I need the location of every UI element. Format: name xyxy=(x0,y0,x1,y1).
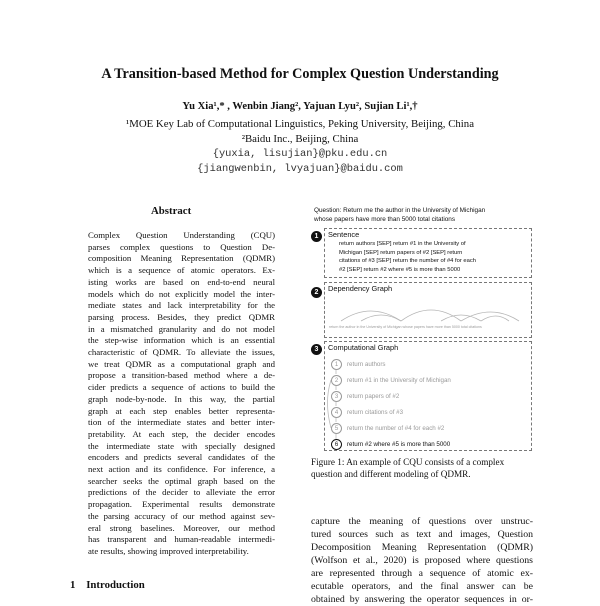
section-title: Introduction xyxy=(86,579,145,591)
abstract-line: ate results, showing improved interpretability. xyxy=(88,545,249,556)
abstract-line: we treat QDMR as a computational graph and xyxy=(88,358,275,369)
figure-question xyxy=(314,206,485,224)
graph-node-4: 4 xyxy=(331,407,342,418)
graph-node-2: 2 xyxy=(331,375,342,386)
figure-caption xyxy=(311,456,533,481)
sentence-lines xyxy=(339,240,476,274)
paper-title: A Transition-based Method for Complex Question Understanding xyxy=(101,66,499,82)
computational-graph-box xyxy=(324,341,532,451)
graph-node-1: 1 xyxy=(331,359,342,370)
body-text-right xyxy=(311,515,533,606)
sentence-line: return authors [SEP] return #1 in the University of xyxy=(339,241,466,247)
sentence-line: citations of #3 [SEP] return the number of #4 for each xyxy=(339,258,476,265)
abstract-line: characteristic of QDMR. To alleviate the issues, xyxy=(88,347,275,358)
abstract-line: graph at each step enables better representa- xyxy=(88,405,275,416)
abstract-line: graph node-by-node. In this way, the partial xyxy=(88,393,275,404)
sentence-line: #2 [SEP] return #2 where #5 is more than 5000 xyxy=(339,266,461,273)
sentence-box-title: Sentence xyxy=(328,230,360,239)
question-line-1: Return me the author in the University of Michigan xyxy=(343,207,486,214)
sentence-line: Michigan [SEP] return papers of #2 [SEP] return xyxy=(339,249,463,256)
abstract-line: propagation. Experimental results demonstrate xyxy=(88,499,275,510)
email-2: {jiangwenbin, lvyajuan}@baidu.com xyxy=(197,163,403,175)
caption-line: question and different modeling of QDMR. xyxy=(311,469,471,480)
body-line: capture the meaning of questions over unstruc- xyxy=(311,516,533,527)
abstract-line: predictions of the decider to alleviate the error xyxy=(88,487,275,498)
abstract-line: the parsing accuracy of our method against sev- xyxy=(88,510,275,521)
graph-node-1-text: return authors xyxy=(347,361,386,368)
abstract-line: isting works are based on end-to-end neural xyxy=(88,276,275,287)
abstract-line: parses complex questions to Question De- xyxy=(88,241,275,252)
step-1-badge: 1 xyxy=(311,231,322,242)
abstract-line: cider predicts a sequence of actions to build the xyxy=(88,382,275,393)
abstract-line: composition Meaning Representation (QDMR) xyxy=(88,253,275,264)
question-label: Question: xyxy=(314,207,342,214)
dependency-tokens: return the author in the University of Michigan whose papers have more than 5000 total citations xyxy=(329,325,482,329)
abstract-line: the intermediate state with specially designed xyxy=(88,440,275,451)
abstract-heading: Abstract xyxy=(151,205,192,217)
abstract-line: has transparent and human-readable intermedi- xyxy=(88,534,275,545)
computational-graph-title: Computational Graph xyxy=(328,343,399,352)
abstract-line: the step-wise information which is an essential xyxy=(88,335,275,346)
abstract-line: in a mismatched granularity and do not model xyxy=(88,323,275,334)
abstract-line: which is a sequence of atomic operators. Ex- xyxy=(88,265,275,276)
abstract-line: next action and its confidence. For inference, a xyxy=(88,464,275,475)
step-2-badge: 2 xyxy=(311,287,322,298)
dependency-graph-box xyxy=(324,282,532,338)
caption-line: Figure 1: An example of CQU consists of a complex xyxy=(311,457,505,467)
email-1: {yuxia, lisujian}@pku.edu.cn xyxy=(212,148,388,160)
author-list: Yu Xia¹,* , Wenbin Jiang², Yajuan Lyu², Sujian Li¹,† xyxy=(182,101,418,112)
graph-node-2-text: return #1 in the University of Michigan xyxy=(347,377,451,384)
graph-node-4-text: return citations of #3 xyxy=(347,409,404,416)
graph-node-6: 6 xyxy=(331,439,342,450)
abstract-line: eral strong baselines. Moreover, our method xyxy=(88,522,275,533)
dependency-graph-title: Dependency Graph xyxy=(328,284,393,293)
affiliation-2: ²Baidu Inc., Beijing, China xyxy=(241,133,359,145)
body-line: tured sources such as text and images, Question xyxy=(311,529,533,540)
body-line: obtained by answering the operator sequences in or- xyxy=(311,594,533,605)
graph-node-5: 5 xyxy=(331,423,342,434)
body-line: ecutable operators, and the final answer can be xyxy=(311,581,533,592)
sentence-box xyxy=(324,228,532,278)
abstract-line: parsing process. Besides, they predict QDMR xyxy=(88,311,275,322)
question-line-2: whose papers have more than 5000 total citations xyxy=(314,216,456,223)
abstract-line: encoders and predicts several candidates of the xyxy=(88,452,275,463)
abstract-line: mediate states and lack interpretability for the xyxy=(88,300,275,311)
abstract-line: propose a transition-based method where a de- xyxy=(88,370,275,381)
abstract-line: searcher seeks the optimal graph based on the xyxy=(88,475,275,486)
section-number: 1 xyxy=(70,579,76,591)
figure-1 xyxy=(311,206,533,452)
affiliation-1: ¹MOE Key Lab of Computational Linguistics, Peking University, Beijing, China xyxy=(126,118,474,130)
dependency-arcs xyxy=(331,297,525,323)
abstract-line: models which do not explicitly model the inter- xyxy=(88,288,275,299)
body-line: (Wolfson et al., 2020) is proposed where questions xyxy=(311,555,533,566)
graph-node-3-text: return papers of #2 xyxy=(347,393,400,400)
body-line: Decomposition Meaning Representation (QDMR) xyxy=(311,542,533,553)
abstract-line: Complex Question Understanding (CQU) xyxy=(88,230,275,240)
step-3-badge: 3 xyxy=(311,344,322,355)
abstract-text xyxy=(88,230,275,558)
graph-node-6-text: return #2 where #5 is more than 5000 xyxy=(347,441,451,448)
abstract-line: pretability. At each step, the decider encodes xyxy=(88,428,275,439)
graph-node-3: 3 xyxy=(331,391,342,402)
graph-node-5-text: return the number of #4 for each #2 xyxy=(347,425,445,432)
abstract-line: tion of the intermediate states and better inter- xyxy=(88,417,275,428)
body-line: are represented through a sequence of atomic ex- xyxy=(311,568,533,579)
section-heading xyxy=(70,579,145,591)
